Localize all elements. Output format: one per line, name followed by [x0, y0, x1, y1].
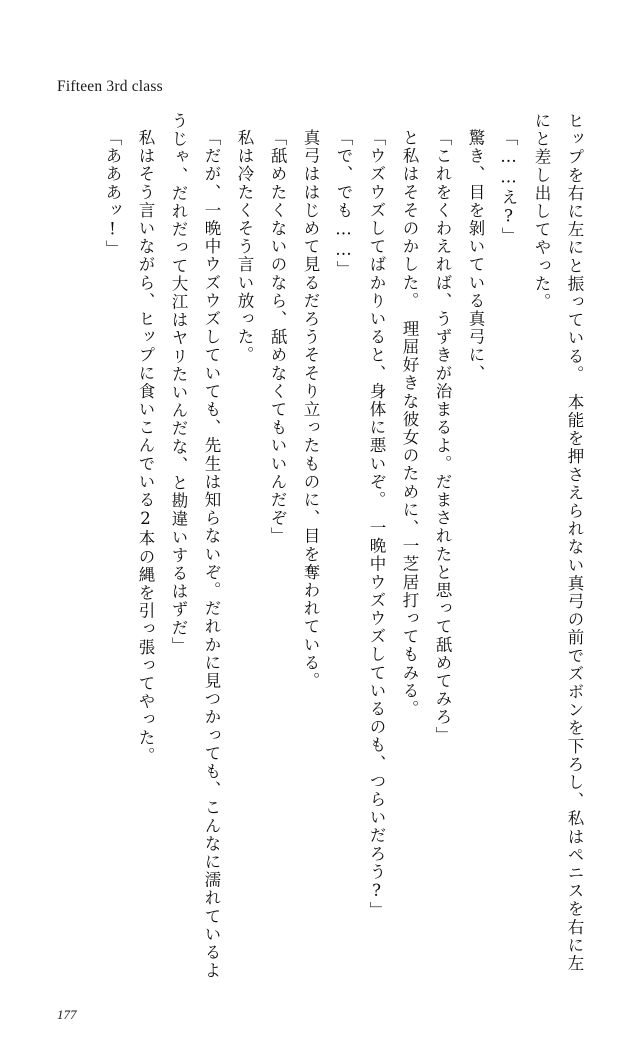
paragraph: 私はそう言いながら、ヒップに食いこんでいる2本の縄を引っ張ってやった。: [136, 128, 155, 765]
paragraph: 私は冷たくそう言い放った。: [235, 128, 254, 364]
paragraph: 真弓ははじめて見るだろうそそり立ったものに、目を奪われている。: [301, 128, 320, 690]
page-body-text: [71, 112, 591, 982]
page-number: 177: [57, 1007, 77, 1022]
running-head: Fifteen 3rd class: [57, 78, 163, 95]
paragraph: 「だが、一晩中ウズウズしていても、先生は知らないぞ。だれかに見つかっても、こんなに濡れているようじゃ、だれだって大江はヤリたいんだな、と勘違いするはずだ」: [169, 112, 221, 980]
paragraph: 驚き、目を剝いている真弓に、: [466, 128, 485, 382]
paragraph: 「ウズウズしてばかりいると、身体に悪いぞ。 一晩中ウズウズしているのも、つらいだろう?」: [367, 128, 386, 920]
paragraph: 「あああッ!」: [103, 128, 122, 258]
paragraph: 「これをくわえれば、うずきが治まるよ。だまされたと思って舐めてみろ」: [433, 128, 452, 744]
paragraph: と私はそそのかした。 理屈好きな彼女のために、一芝居打ってもみる。: [400, 128, 419, 718]
paragraph: ヒップを右に左にと振っている。 本能を押さえられない真弓の前でズボンを下ろし、私はペニスを右に左にと差し出してやった。: [532, 112, 584, 973]
paragraph: 「舐めたくないのなら、舐めなくてもいいんだぞ」: [268, 128, 287, 545]
paragraph: 「……え?」: [499, 128, 518, 245]
paragraph: 「で、でも……」: [334, 128, 353, 279]
